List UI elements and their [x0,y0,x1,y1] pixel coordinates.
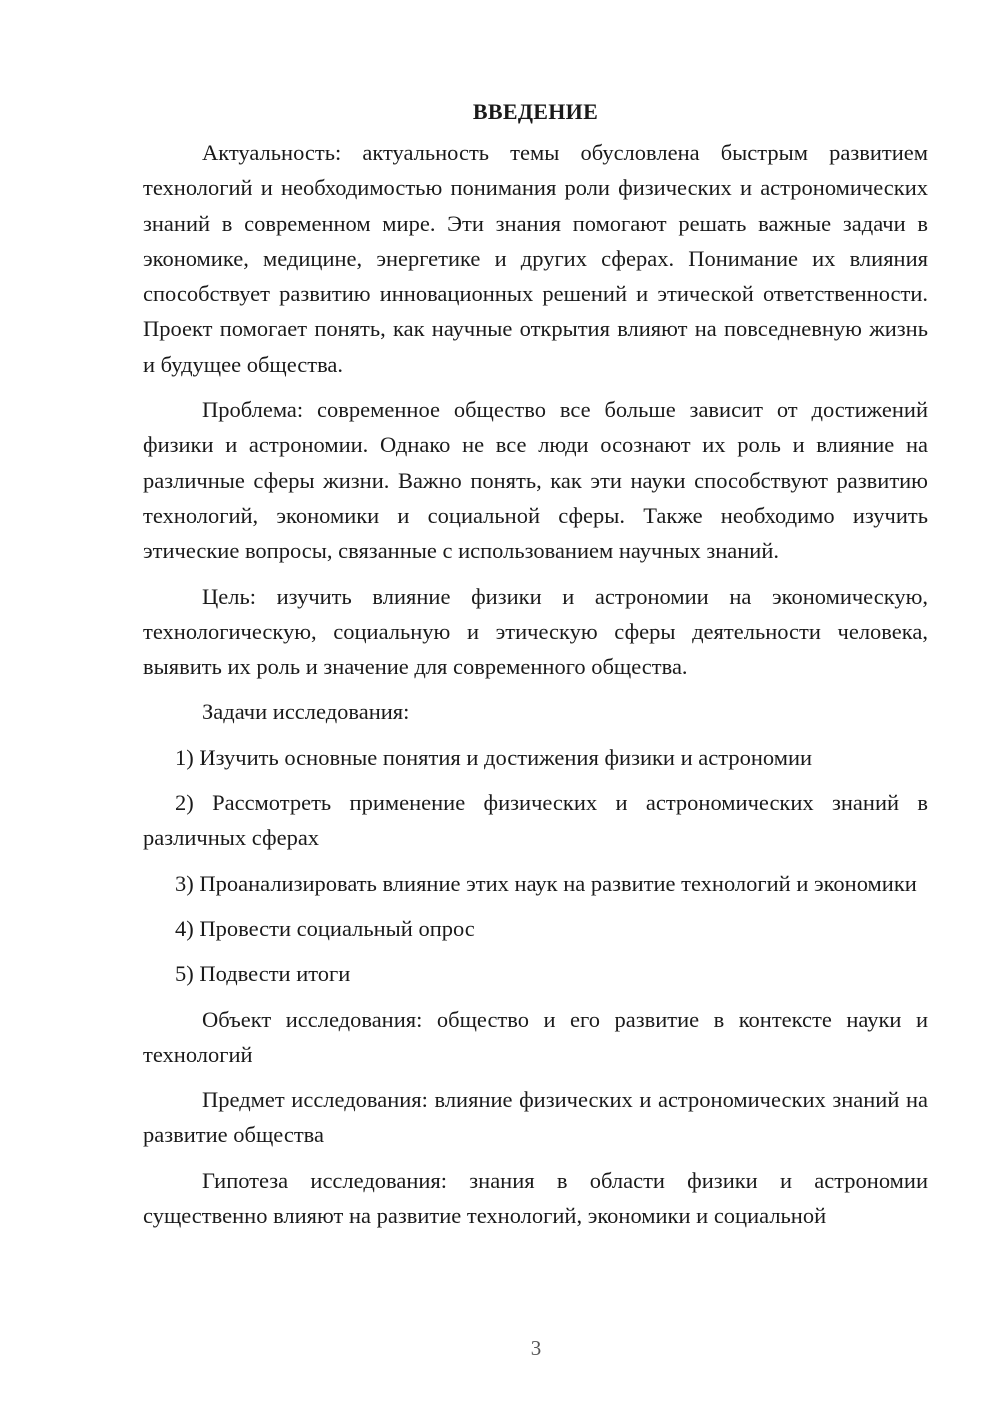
page-title: ВВЕДЕНИЕ [472,99,599,124]
paragraph-subject: Предмет исследования: влияние физических и астрономических знаний на развитие общества [143,1087,928,1148]
task-item-4: 4) Провести социальный опрос [175,915,475,941]
document-body [143,98,928,1243]
paragraph-tasks-heading: Задачи исследования: [202,699,410,725]
task-item-3: 3) Проанализировать влияние этих наук на развитие технологий и экономики [175,870,917,896]
paragraph-problem: Проблема: современное общество все больше зависит от достижений физики и астрономии. Однако не все люди осознают их роль и влияние на различные сферы жизни. Важно понять, как эти науки способствуют развитию технологий, экономики и социальной сферы. Также необходимо изучить этические вопросы, связанные с использованием научных знаний. [143,397,928,564]
paragraph-object: Объект исследования: общество и его развитие в контексте науки и технологий [143,1006,928,1067]
page-number: 3 [530,1336,542,1360]
task-item-5: 5) Подвести итоги [175,961,351,987]
paragraph-goal: Цель: изучить влияние физики и астрономии на экономическую, технологическую, социальную и этическую сферы деятельности человека, выявить их роль и значение для современного общества. [143,583,928,680]
paragraph-relevance: Актуальность: актуальность темы обусловлена быстрым развитием технологий и необходимостью понимания роли физических и астрономических знаний в современном мире. Эти знания помогают решать важные задачи в экономике, медицине, энергетике и других сферах. Понимание их влияния способствует развитию инновационных решений и этической ответственности. Проект помогает понять, как научные открытия влияют на повседневную жизнь и будущее общества. [143,140,928,377]
task-item-2: 2) Рассмотреть применение физических и астрономических знаний в различных сферах [143,790,928,851]
task-item-1: 1) Изучить основные понятия и достижения физики и астрономии [175,744,813,770]
paragraph-hypothesis: Гипотеза исследования: знания в области физики и астрономии существенно влияют на развитие технологий, экономики и социальной [143,1167,928,1229]
